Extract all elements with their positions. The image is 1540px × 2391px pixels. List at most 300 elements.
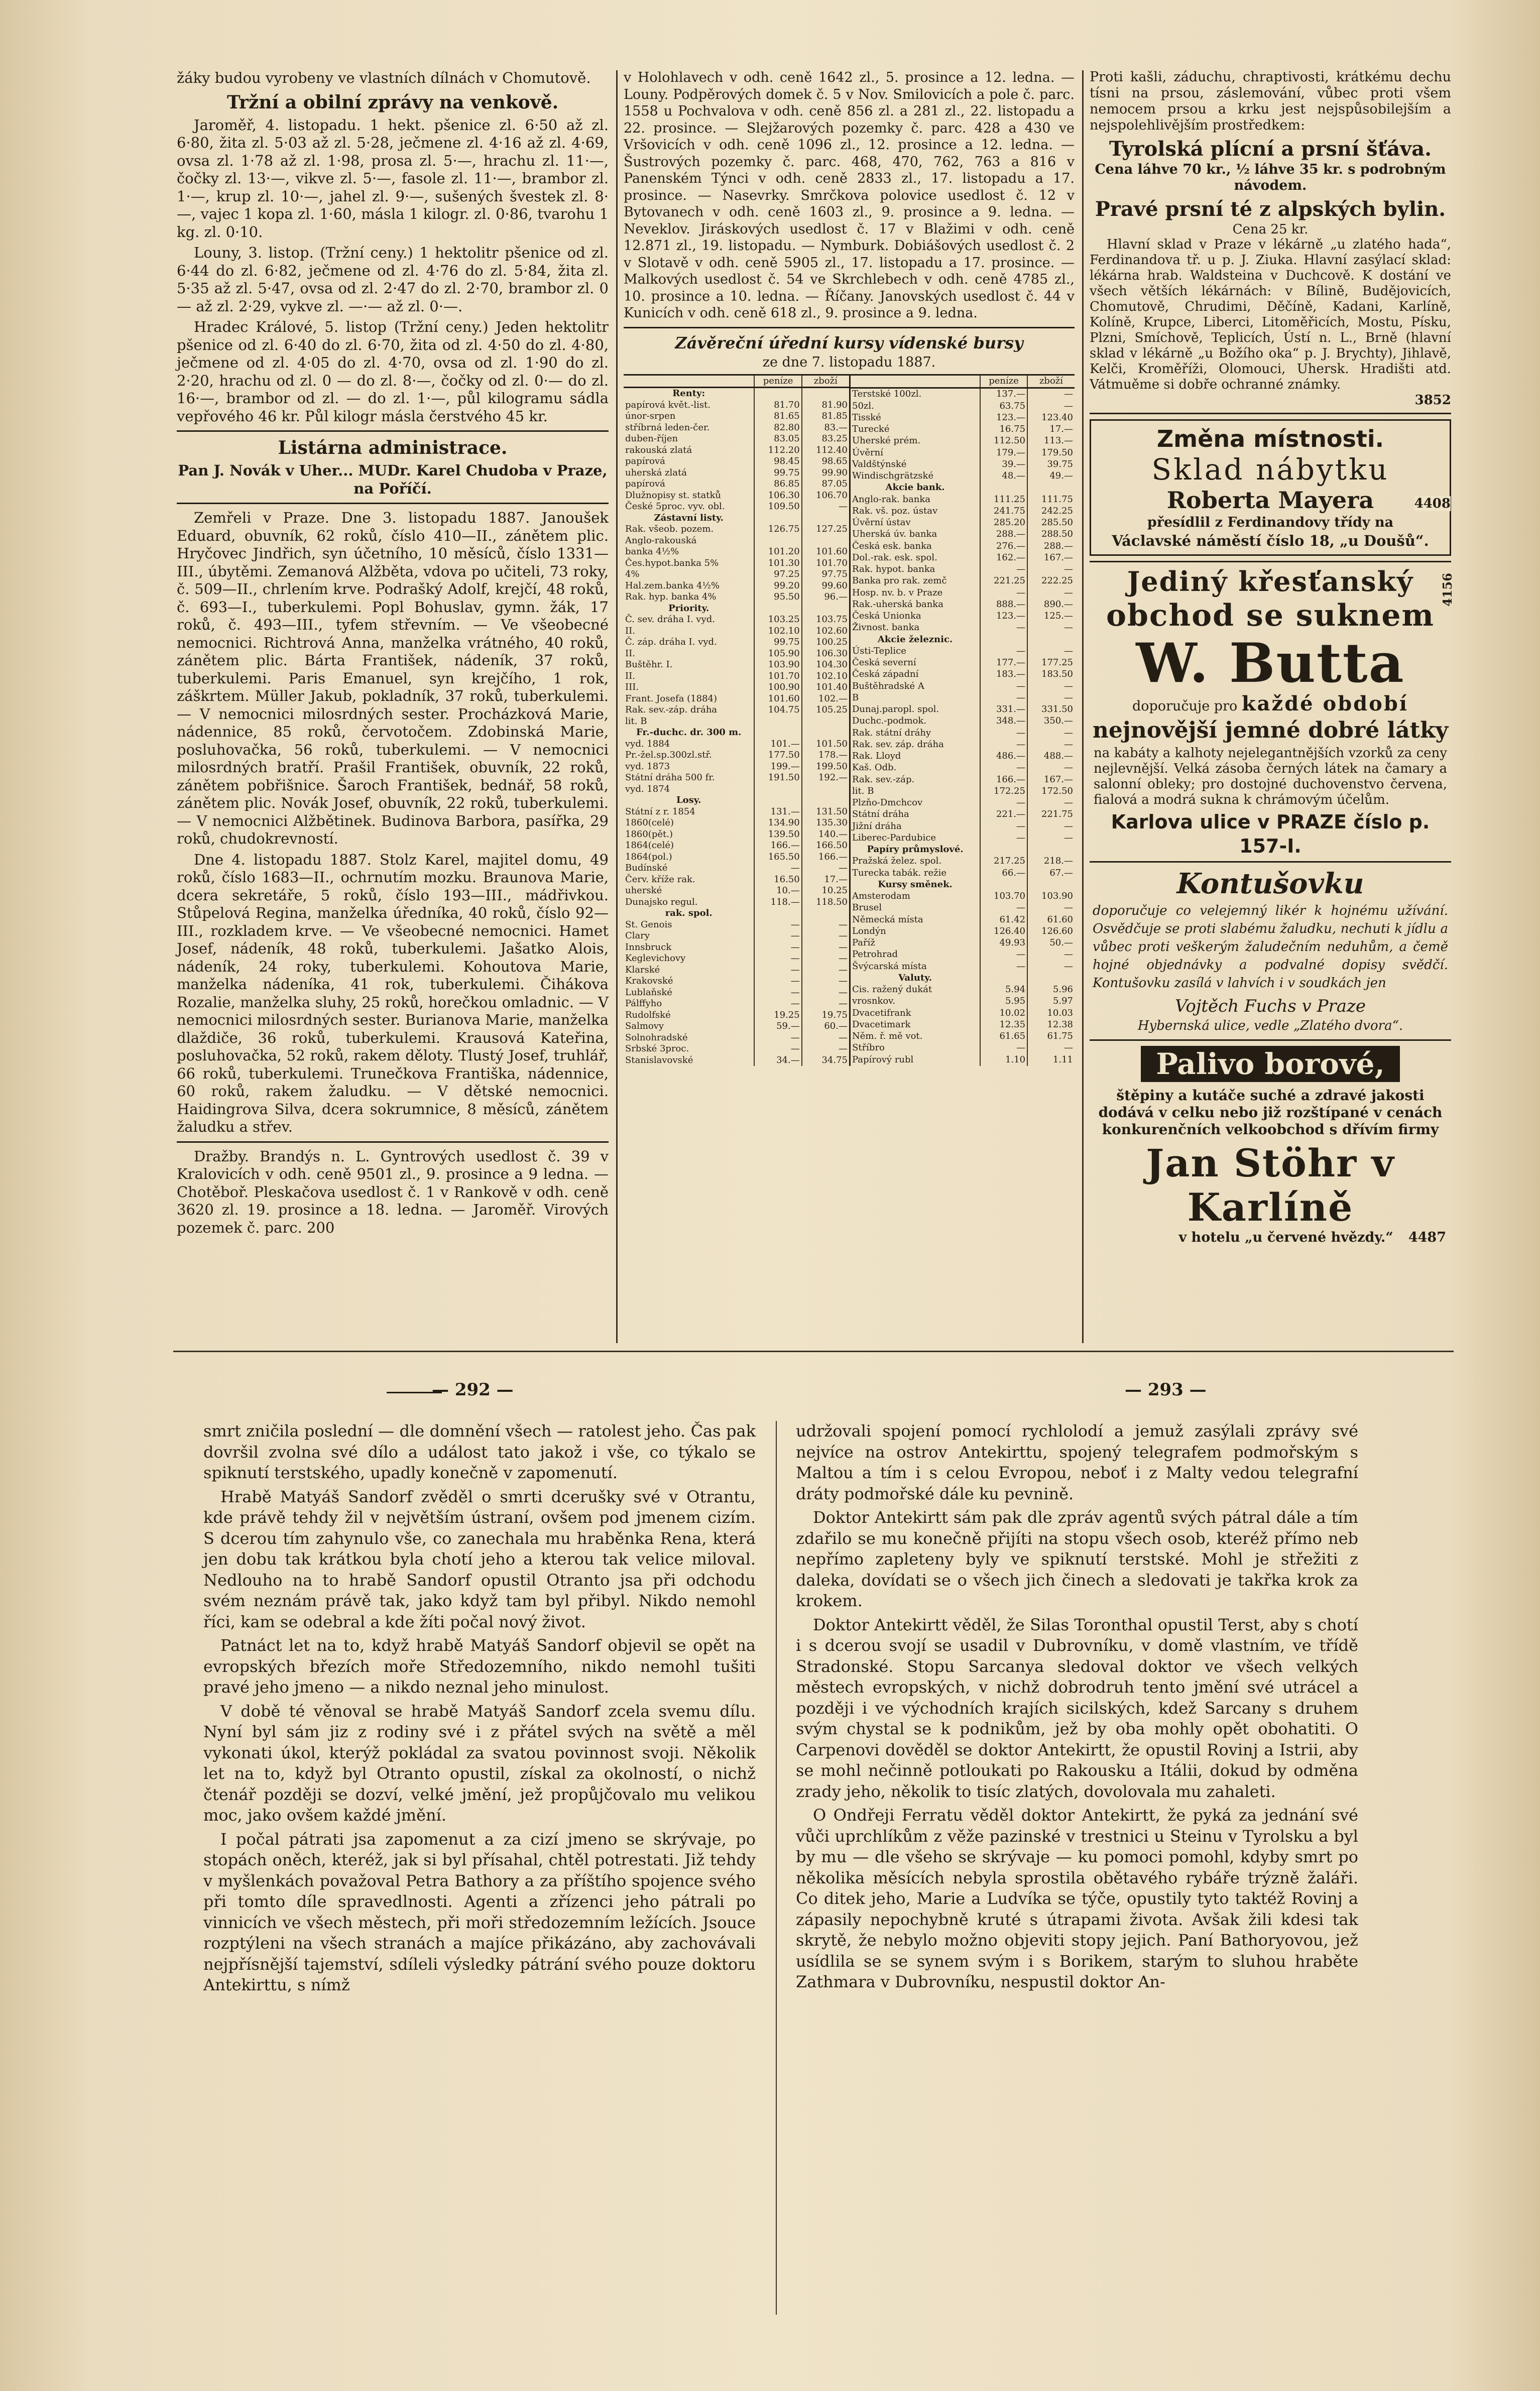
stock-name: Priority. <box>668 603 709 614</box>
stock-money: — <box>980 832 1027 844</box>
stock-goods: 350.— <box>1027 715 1075 727</box>
stock-name: vyd. 1874 <box>625 783 670 794</box>
stock-money: 131.— <box>754 806 801 818</box>
stock-money: 63.75 <box>980 400 1027 412</box>
novel-left-column <box>203 1421 756 2315</box>
stock-row <box>850 447 1075 458</box>
stock-money: 83.05 <box>754 433 801 445</box>
stock-goods: 135.30 <box>802 817 849 829</box>
stock-row <box>850 458 1075 470</box>
stock-money: 34.— <box>754 1055 801 1066</box>
stock-row <box>624 919 849 931</box>
stock-goods: 331.50 <box>1027 704 1075 715</box>
stock-goods: 101.40 <box>802 682 849 693</box>
column-divider <box>776 1421 777 2315</box>
stock-goods: 112.40 <box>802 445 849 456</box>
stock-money: — <box>980 645 1027 657</box>
stock-row <box>624 445 849 456</box>
stock-goods: — <box>802 863 849 874</box>
stock-goods: — <box>1027 622 1075 634</box>
ad-firewood-number: 4487 <box>1408 1230 1446 1245</box>
stock-row <box>624 513 849 524</box>
stock-goods: 83.— <box>802 422 849 434</box>
stock-money: 103.70 <box>980 891 1027 902</box>
stock-name: Klarské <box>625 964 660 975</box>
stock-row <box>624 603 849 615</box>
deaths-text: Zemřeli v Praze. Dne 3. listopadu 1887. Janoušek Eduard, obuvník, 62 roků, číslo 410—II., zánětem plic. Hryčovec Jindřich, syn účetního, 10 měsíců, číslo 1331—III., úbytěmi. Zemanová Alžběta, vdova po učiteli, 73 roky, č. 509—II., chrlením krve. Podrašký Adolf, krejčí, 48 roků, č. 693—I., tuberkulemi. Popl Bohuslav, gymn. žák, 17 roků, č. 493—III., tyfem střevním. — Ve všeobecné nemocnici. Richtrová Anna, manželka vrátného, 40 roků, zánětem plic. Bárta František, nádeník, 37 roků, tuberkulemi. Paris Emanuel, syn krejčího, 1 rok, záškrtem. Müller Jakub, pokladník, 37 roků, tuberkulemi. — V nemocnici milosrdných sester. Procházková Marie, nádennice, 85 roků, červotočem. Zdobinská Marie, posluhovačka, 56 roků, tuberkulemi. — V nemocnici milosrdných bratří. Prašil František, obuvník, 22 roků, zánětem pobřišnice. Šaroch František, bednář, 58 roků, zánětem plic. Novák Josef, obuvník, 22 roků, tuberkulemi. — V nemocnici Alžbětinek. Budinova Barbora, pasířka, 29 roků, chudokrevností. <box>177 509 609 847</box>
stock-row <box>850 891 1075 902</box>
stock-row <box>624 784 849 795</box>
stock-money: 101.— <box>754 739 801 750</box>
ad-cloth-box <box>1090 561 1455 863</box>
stock-money: 61.65 <box>980 1031 1027 1042</box>
stock-row <box>850 412 1075 423</box>
stock-row <box>850 809 1075 820</box>
stock-money <box>980 634 1027 645</box>
stock-name: únor-srpen <box>625 411 676 421</box>
stock-row <box>624 490 849 502</box>
stock-name: Úvěrní ústav <box>852 517 911 528</box>
stock-goods: — <box>1027 961 1075 972</box>
stock-name: Státní dráha 500 fr. <box>625 772 715 783</box>
stock-goods: 102.60 <box>802 626 849 637</box>
stock-row <box>850 715 1075 727</box>
stock-name: Živnost. banka <box>852 622 920 633</box>
stock-name: Rak. vš. poz. ústav <box>852 505 938 516</box>
stock-goods: 17.— <box>1027 424 1075 435</box>
stock-row <box>624 626 849 637</box>
stock-money <box>754 908 801 919</box>
stock-name: Rak. všeob. pozem. <box>625 524 714 534</box>
stock-goods: 5.97 <box>1027 996 1075 1007</box>
stock-money: — <box>980 587 1027 599</box>
stock-name: Solnohradské <box>625 1032 688 1043</box>
stock-goods: 288.— <box>1027 540 1075 552</box>
stock-row <box>850 669 1075 680</box>
stock-money: — <box>980 622 1027 634</box>
stock-money: 331.— <box>980 704 1027 715</box>
stock-name: Cis. ražený dukát <box>852 984 932 995</box>
stock-name: Hal.zem.banka 4½% <box>625 580 720 591</box>
stock-money: 105.90 <box>754 648 801 660</box>
stock-goods <box>802 784 849 795</box>
stock-row <box>850 996 1075 1007</box>
stock-name: Frant. Josefa (1884) <box>625 693 718 704</box>
stock-name: Česká Unionka <box>852 611 921 622</box>
stock-money: 137.— <box>980 388 1027 400</box>
middle-column <box>624 69 1075 1345</box>
stock-row <box>850 925 1075 937</box>
stock-money: 172.25 <box>980 785 1027 797</box>
stock-row <box>624 1010 849 1021</box>
stock-table-left <box>624 374 849 1066</box>
stock-goods: 60.— <box>802 1021 849 1032</box>
stock-name: rakouská zlatá <box>625 444 692 455</box>
market-heading: Tržní a obilní zprávy na venkově. <box>226 91 559 113</box>
stock-row <box>624 580 849 592</box>
stock-name: Stříbro <box>852 1042 885 1053</box>
stock-money: 221.25 <box>980 575 1027 587</box>
stock-name: Duchc.-podmok. <box>852 715 926 727</box>
stock-goods <box>802 908 849 919</box>
stock-row <box>624 637 849 648</box>
stock-goods: 177.25 <box>1027 657 1075 669</box>
stock-money: — <box>980 1042 1027 1054</box>
stock-row <box>624 546 849 558</box>
stock-row <box>850 388 1075 400</box>
admin-text: Pan J. Novák v Uher... MUDr. Karel Chudoba v Praze, na Poříčí. <box>178 462 608 497</box>
stock-money: 59.— <box>754 1021 801 1032</box>
stock-goods: 67.— <box>1027 867 1075 879</box>
stock-name: Windischgrätzské <box>852 470 934 482</box>
stock-name: Akcie železnic. <box>877 634 953 645</box>
stock-goods: 123.40 <box>1027 412 1075 423</box>
novel-paragraph: Hrabě Matyáš Sandorf zvěděl o smrti dcerušky své v Otrantu, kde právě tehdy žil v největším ústraní, ovšem pod jmenem cizím. S dcerou tím zahynulo vše, co zanechala mu hraběnka Rena, která jen dobu tak krátkou byla chotí jeho a kterou tak velice miloval. Nedlouho na to hrabě Sandorf opustil Otranto jsa při odchodu svém neznám právě tak, jako když tam byl přibyl. Nikdo nemohl říci, kam se odebral a kde žíti počal nový život. <box>203 1487 756 1631</box>
stock-goods: 34.75 <box>802 1055 849 1066</box>
stock-goods: 99.90 <box>802 467 849 479</box>
stock-goods: 87.05 <box>802 479 849 490</box>
stock-name: Valuty. <box>898 972 932 983</box>
stock-date: ze dne 7. listopadu 1887. <box>762 354 936 370</box>
stock-money: 241.75 <box>980 505 1027 517</box>
stock-row <box>850 424 1075 435</box>
stock-name: B <box>852 692 859 703</box>
stock-name: Rak. sev. záp. dráha <box>852 739 944 750</box>
stock-money <box>754 388 801 400</box>
stock-goods: — <box>1027 949 1075 961</box>
stock-money: 101.60 <box>754 693 801 705</box>
stock-goods: 102.10 <box>802 671 849 682</box>
stock-money: 126.40 <box>980 925 1027 937</box>
stock-row <box>850 972 1075 984</box>
stock-name: rak. spol. <box>665 908 713 918</box>
stock-goods: — <box>802 501 849 513</box>
novel-paragraph: O Ondřeji Ferratu věděl doktor Antekirtt, že pyká za jednání své vůči uprchlíkům z věže pazinské v trestnici u Steinu v Tyrolsku a byl by mu — dle všeho se skrývaje — ku pomoci pomohl, kdyby smrt po několika měsících nebyla sprostila obětavého rybáře trýzně žaláři. Co ditek jeho, Marie a Ludvíka se týče, opustily tyto taktéž Rovinj a zápasily nepochybně kruté s útrapami života. Avšak žili kdesi tak skrytě, že nebylo možno objeviti stopy jejich. Paní Bathoryovou, jež usídlila se se synem svým i s Borikem, starým to sluhou hraběte Zathmara v Dubrovníku, nespustil doktor An- <box>796 1806 1358 1991</box>
stock-goods: — <box>802 1043 849 1055</box>
stock-money: 101.30 <box>754 558 801 569</box>
stock-name: Dol.-rak. esk. spol. <box>852 552 937 563</box>
stock-row <box>624 852 849 863</box>
stock-money: 123.— <box>980 412 1027 423</box>
stock-row <box>624 591 849 603</box>
stock-name: 1864(pol.) <box>625 851 672 862</box>
stock-name: Pražská želez. spol. <box>852 856 942 867</box>
header-zbozi: zboží <box>802 375 849 388</box>
stock-money <box>980 972 1027 984</box>
stock-name: papírová <box>625 456 665 466</box>
stock-row <box>850 692 1075 703</box>
stock-row <box>850 482 1075 494</box>
stock-row <box>850 1031 1075 1042</box>
stock-money <box>980 482 1027 494</box>
stock-row <box>850 575 1075 587</box>
stock-money: 101.70 <box>754 671 801 682</box>
stock-money: 5.94 <box>980 984 1027 996</box>
stock-money: 221.— <box>980 809 1027 820</box>
stock-name: Č. záp. dráha I. vyd. <box>625 637 717 647</box>
stock-name: Švýcarská místa <box>852 961 927 972</box>
stock-goods: 10.25 <box>802 885 849 897</box>
novel-paragraph: Patnáct let na to, když hrabě Matyáš Sandorf objevil se opět na evropských březích moře Středozemního, nikdo nemohl tušiti pravé jeho jmeno — a nikdo neznal jeho minulost. <box>203 1636 756 1697</box>
stock-goods <box>802 603 849 615</box>
stock-goods <box>802 535 849 547</box>
stock-row <box>850 879 1075 890</box>
section-divider <box>173 1351 1454 1352</box>
stock-money <box>754 795 801 806</box>
stock-row <box>850 774 1075 785</box>
stock-money: 48.— <box>980 470 1027 482</box>
stock-name: Něm. ř. mě vot. <box>852 1031 923 1042</box>
stock-row <box>850 680 1075 692</box>
market-louny: Louny, 3. listop. (Tržní ceny.) 1 hektolitr pšenice od zl. 6·44 do zl. 6·82, ječmene od zl. 4·76 do zl. 5·84, žita zl. 5·35 až zl. 5·47, ovsa od zl. 2·47 do zl. 2·70, brambor zl. 0 — až zl. 2·29, vykve zl. —·— až zl. 0·—. <box>177 244 609 315</box>
stock-money: 165.50 <box>754 852 801 863</box>
stock-name: Dvacetifrank <box>852 1007 911 1018</box>
stock-money: 123.— <box>980 611 1027 622</box>
stock-goods: — <box>1027 739 1075 750</box>
stock-row <box>624 863 849 874</box>
stock-goods: 125.— <box>1027 611 1075 622</box>
stock-name: Pr.-žel.sp.300zl.stř. <box>625 750 712 760</box>
stock-goods: 288.50 <box>1027 529 1075 540</box>
stock-name: Kursy směnek. <box>878 879 953 890</box>
stock-name: vyd. 1873 <box>625 761 670 772</box>
stock-row <box>624 467 849 479</box>
stock-row <box>624 614 849 626</box>
stock-row <box>850 762 1075 774</box>
stock-goods: — <box>1027 400 1075 412</box>
stock-money: — <box>980 820 1027 832</box>
stock-name: Londýn <box>852 925 886 936</box>
stock-name: Papíry průmyslové. <box>867 844 964 855</box>
stock-row <box>850 622 1075 634</box>
stock-goods: — <box>802 942 849 953</box>
stock-name: II. <box>625 648 635 659</box>
auctions-continued: v Holohlavech v odh. ceně 1642 zl., 5. prosince a 12. ledna. — Louny. Podpěrových domek č. 5 v Nov. Smilovicích a pole č. parc. 1558 u Pochvalova v odh. ceně 856 zl. a 281 zl., 22. listopadu a 22. prosince. — Slejžarových pozemky č. parc. 428 a 430 ve Vršovicích v odh. ceně 1096 zl., 12. prosince a 12. ledna. — Šustrových pozemky č. parc. 468, 470, 762, 763 a 816 v Panenském Týnci v odh. ceně 2833 zl., 17. listopadu a 17. prosince. — Nasevrky. Smrčkova polovice usedlost č. 12 v Bytovanech v odh. ceně 1603 zl., 9. prosince a 9. ledna. — Neveklov. Jiráskových usedlost č. 17 v Blažimi v odh. ceně 12.871 zl., 19. listopadu. — Nymburk. Dobiášových usedlost č. 2 v Slotavě v odh. ceně 5905 zl., 17. listopadu a 17. prosince. — Malkových usedlost č. 54 ve Skrchlebech v odh. ceně 4785 zl., 10. prosince a 10. ledna. — Říčany. Janovských usedlost č. 44 v Kunicích v odh. ceně 618 zl., 9. prosince a 9. ledna. <box>624 70 1075 321</box>
stock-row <box>624 1032 849 1044</box>
stock-name: Innsbruck <box>625 941 672 952</box>
stock-money: 19.25 <box>754 1010 801 1021</box>
stock-name: II. <box>625 670 635 681</box>
stock-goods: 81.85 <box>802 411 849 422</box>
novel-paragraph: smrt zničila poslední — dle domnění všech — ratolest jeho. Čas pak dovršil zvolna své dílo a událost tato jakož i vše, co týkalo se spiknutí terstského, upadly konečně v zapomenutí. <box>203 1421 756 1482</box>
stock-money: 126.75 <box>754 524 801 535</box>
stock-name: Státní dráha <box>852 809 909 820</box>
stock-name: Dunaj.paropl. spol. <box>852 704 939 715</box>
stock-goods: 192.— <box>802 772 849 784</box>
stock-goods: 101.70 <box>802 558 849 569</box>
stock-row <box>850 470 1075 482</box>
stock-row <box>850 517 1075 529</box>
stock-money: 10.— <box>754 885 801 897</box>
stock-name: Turecka tabák. režie <box>852 867 947 878</box>
stock-name: 4% <box>625 569 640 579</box>
stock-row <box>850 494 1075 505</box>
stock-name: Keglevichovy <box>625 953 686 964</box>
ad-cloth-address: Karlova ulice v PRAZE číslo p. 157-I. <box>1111 811 1430 857</box>
stock-row <box>624 569 849 580</box>
stock-name: Č. sev. dráha I. vyd. <box>625 614 715 625</box>
header-penize: peníze <box>754 375 801 388</box>
stock-name: Salmovy <box>625 1021 664 1031</box>
stock-row <box>850 937 1075 949</box>
stock-goods: 103.90 <box>1027 891 1075 902</box>
stock-name: Kaš. Odb. <box>852 762 897 773</box>
stock-name: Úvěrní <box>852 447 883 458</box>
stock-goods: 218.— <box>1027 856 1075 867</box>
column-divider <box>616 70 618 1343</box>
ad-furniture-line2: Sklad nábytku <box>1151 452 1389 487</box>
stock-name: Pálffyho <box>625 998 662 1009</box>
stock-money: 66.— <box>980 867 1027 879</box>
novel-right-column <box>796 1421 1358 2315</box>
stock-money: 103.90 <box>754 659 801 671</box>
stock-money: 348.— <box>980 715 1027 727</box>
auctions-text: Dražby. Brandýs n. L. Gyntrových usedlost č. 39 v Kralovicích v odh. ceně 9501 zl., 9. prosince a 9 ledna. — Chotěboř. Pleskačova usedlost č. 1 v Rankově v odh. ceně 3620 zl. 19. prosince a 18. ledna. — Jaroměř. Virových pozemek č. parc. 200 <box>177 1147 609 1236</box>
stock-name: 1860(pět.) <box>625 828 673 840</box>
ad-cloth-body: na kabáty a kalhoty nejelegantnějších vzorků za ceny nejlevnější. Velká zásoba černých látek na čamary a salonní obleky; pro dostojné duchovenstvo červena, fialová a modrá sukna k chrámovým účelům. <box>1094 746 1447 807</box>
stock-money: — <box>754 976 801 987</box>
stock-row <box>624 501 849 513</box>
stock-row <box>624 682 849 693</box>
stock-name: duben-říjen <box>625 433 678 444</box>
stock-goods: 167.— <box>1027 774 1075 785</box>
ad-liqueur-name: Vojtěch Fuchs v Praze <box>1174 996 1366 1016</box>
stock-goods: — <box>802 976 849 987</box>
stock-row <box>850 961 1075 972</box>
stock-name: Banka pro rak. zemč <box>852 575 947 586</box>
stock-goods: 1.11 <box>1027 1054 1075 1066</box>
stock-money: 86.85 <box>754 479 801 490</box>
stock-goods: — <box>1027 902 1075 914</box>
stock-name: Brusel <box>852 902 882 913</box>
stock-money: 111.25 <box>980 494 1027 505</box>
ad-number: 3852 <box>1414 393 1451 408</box>
stock-goods: — <box>1027 388 1075 400</box>
stock-money: 95.50 <box>754 591 801 603</box>
stock-goods: 17.— <box>802 874 849 886</box>
stock-name: Buštěhr. I. <box>625 659 673 670</box>
stock-row <box>850 949 1075 961</box>
stock-goods <box>1027 972 1075 984</box>
ad-firewood-box <box>1090 1041 1451 1250</box>
stock-row <box>850 727 1075 739</box>
intro-text: žáky budou vyrobeny ve vlastních dílnách v Chomutově. <box>177 69 591 86</box>
stock-goods <box>1027 879 1075 890</box>
stock-money: 112.50 <box>980 435 1027 447</box>
stock-goods: 105.25 <box>802 704 849 716</box>
stock-goods: 166.50 <box>802 840 849 852</box>
stock-money: — <box>754 987 801 999</box>
stock-row <box>850 797 1075 809</box>
ad-cloth-line2: obchod se suknem <box>1106 598 1435 633</box>
stock-money: 166.— <box>754 840 801 852</box>
stock-money: — <box>980 739 1027 750</box>
stock-name: Uherské prém. <box>852 435 921 446</box>
stock-name: papírová květ.-list. <box>625 399 711 410</box>
stock-goods: 178.— <box>802 750 849 761</box>
stock-name: Losy. <box>676 795 701 805</box>
stock-name: Rak. hyp. banka 4% <box>625 591 717 602</box>
ad-furniture-title: Změna místnosti. <box>1156 425 1384 452</box>
stock-name: Dunajsko regul. <box>625 896 698 907</box>
stock-goods: 49.— <box>1027 470 1075 482</box>
stock-goods: — <box>1027 587 1075 599</box>
stock-row <box>850 529 1075 540</box>
stock-row <box>624 659 849 671</box>
ad-tea-title: Pravé prsní té z alpských bylin. <box>1095 197 1446 221</box>
stock-name: Terstské 100zl. <box>852 389 922 400</box>
stock-row <box>850 902 1075 914</box>
ad-cough-title: Tyrolská plícní a prsní šťáva. <box>1109 137 1432 161</box>
stock-money: — <box>980 564 1027 575</box>
stock-row <box>850 505 1075 517</box>
stock-goods: 39.75 <box>1027 458 1075 470</box>
stock-row <box>850 832 1075 844</box>
stock-goods: 98.65 <box>802 456 849 467</box>
ad-cloth-line3a: doporučuje pro <box>1132 698 1238 714</box>
stock-goods: 140.— <box>802 829 849 841</box>
stock-name: Rak. státní dráhy <box>852 727 931 738</box>
stock-heading: Závěreční úřední kursy vídenské bursy <box>675 333 1023 352</box>
stock-money: 100.90 <box>754 682 801 693</box>
stock-row <box>850 1042 1075 1054</box>
stock-name: Krakovské <box>625 976 673 986</box>
novel-paragraph: udržovali spojení pomocí rychlolodí a jemuž zasýlali zprávy své nejvíce na ostrov Antekirttu, spojený telegrafem podmořským s Maltou a tím i s celou Evropou, neboť i z Malty vedou telegrafní dráty podmořské dále ku pevnině. <box>796 1421 1358 1503</box>
ad-firewood-name: Jan Stöhr v Karlíně <box>1146 1141 1395 1230</box>
stock-row <box>624 761 849 773</box>
stock-money: — <box>754 863 801 874</box>
stock-goods: 199.50 <box>802 761 849 773</box>
stock-goods: 103.75 <box>802 614 849 626</box>
stock-money: 10.02 <box>980 1007 1027 1019</box>
stock-row <box>624 535 849 547</box>
stock-money: 177.50 <box>754 750 801 761</box>
stock-row <box>624 885 849 897</box>
stock-money: 217.25 <box>980 856 1027 867</box>
stock-row <box>624 648 849 660</box>
stock-row <box>850 435 1075 447</box>
stock-goods: — <box>802 987 849 999</box>
stock-goods: 242.25 <box>1027 505 1075 517</box>
stock-goods <box>802 388 849 400</box>
ad-tea-price: Cena 25 kr. <box>1232 222 1309 237</box>
stock-row <box>624 829 849 841</box>
stock-money: 106.30 <box>754 490 801 502</box>
ad-furniture-box <box>1090 419 1451 556</box>
stock-goods: 118.50 <box>802 897 849 908</box>
stock-money: 166.— <box>980 774 1027 785</box>
stock-goods: 166.— <box>802 852 849 863</box>
stock-money <box>980 879 1027 890</box>
stock-name: Rak. sev.-záp. <box>852 774 915 785</box>
stock-money: — <box>980 961 1027 972</box>
stock-money: — <box>980 680 1027 692</box>
stock-row <box>850 611 1075 622</box>
stock-row <box>624 1043 849 1055</box>
stock-money: 16.75 <box>980 424 1027 435</box>
stock-goods: — <box>802 998 849 1010</box>
stock-row <box>624 739 849 750</box>
stock-money: 139.50 <box>754 829 801 841</box>
stock-row <box>850 657 1075 669</box>
ad-furniture-address: Václavské náměstí číslo 18, „u Doušů“. <box>1112 532 1429 549</box>
stock-name: České 5proc. vyv. obl. <box>625 501 725 512</box>
stock-name: Paříž <box>852 937 875 948</box>
stock-row <box>850 1007 1075 1019</box>
stock-goods: 99.60 <box>802 580 849 592</box>
market-hradec: Hradec Králové, 5. listop (Tržní ceny.) Jeden hektolitr pšenice od zl. 6·40 do zl. 6·70, žita od zl. 4·50 do zl. 4·80, ječmene od zl. 4·05 do zl. 4·70, ovsa od zl. 1·90 do zl. 2·20, hrachu od zl. 0 — do zl. 8·—, čočky od zl. 0·— do zl. 16·—, brambor od zl. — do zl. 1·—, půl kilogramu sádla vepřového 46 kr. Půl kilogr másla čerstvého 45 kr. <box>177 318 609 425</box>
stock-row <box>850 634 1075 645</box>
